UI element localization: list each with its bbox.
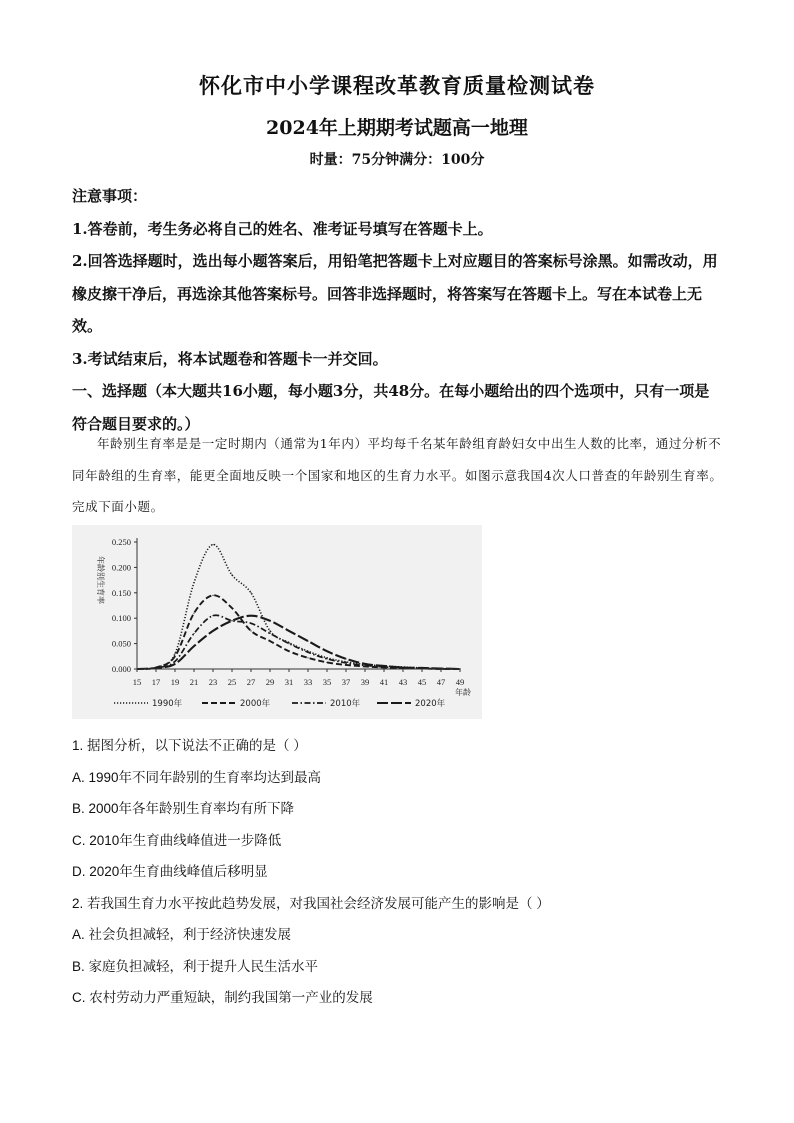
legend-label: 1990年 xyxy=(152,699,183,709)
data-point xyxy=(212,615,213,616)
data-point xyxy=(307,657,308,658)
data-point xyxy=(174,656,175,657)
note-item-1: 1.答卷前，考生务必将自己的姓名、准考证号填写在答题卡上。 xyxy=(72,219,493,238)
y-tick-label: 0.000 xyxy=(111,664,131,674)
x-tick-label: 19 xyxy=(170,677,180,687)
data-point xyxy=(193,633,194,634)
q2-option-c: C. 农村劳动力严重短缺，制约我国第一产业的发展 xyxy=(72,990,373,1005)
x-tick-label: 25 xyxy=(227,677,237,687)
y-tick-label: 0.100 xyxy=(111,613,131,624)
data-point xyxy=(231,607,232,608)
x-tick-label: 27 xyxy=(246,677,256,687)
data-point xyxy=(402,667,403,668)
x-tick-label: 37 xyxy=(341,677,351,687)
data-point xyxy=(307,652,308,653)
data-point xyxy=(212,544,213,545)
notes-section xyxy=(72,180,724,440)
data-point xyxy=(326,651,327,652)
exam-subtitle: 2024年上期期考试题高一地理 xyxy=(266,117,528,139)
data-point xyxy=(193,646,194,647)
data-point xyxy=(212,630,213,631)
x-tick-label: 39 xyxy=(360,677,370,687)
data-point xyxy=(364,663,365,664)
data-point xyxy=(269,630,270,631)
data-point xyxy=(383,665,384,666)
data-point xyxy=(288,630,289,631)
x-tick-label: 35 xyxy=(322,677,332,687)
data-point xyxy=(307,640,308,641)
y-tick-label: 0.150 xyxy=(111,587,131,598)
q2-option-a: A. 社会负担减轻，利于经济快速发展 xyxy=(72,927,292,942)
exam-meta: 时量：75分钟满分：100分 xyxy=(309,152,485,168)
questions-section xyxy=(72,730,724,1014)
legend-label: 2010年 xyxy=(330,699,361,709)
data-point xyxy=(174,653,175,654)
y-tick-label: 0.250 xyxy=(111,537,131,547)
data-point xyxy=(193,582,194,583)
data-point xyxy=(345,664,346,665)
x-axis-label: 年龄 xyxy=(455,688,471,697)
note-item-3: 3.考试结束后，将本试题卷和答题卡一并交回。 xyxy=(72,349,388,368)
x-tick-label: 15 xyxy=(132,677,142,687)
x-tick-label: 41 xyxy=(379,677,389,687)
data-point xyxy=(250,623,251,624)
data-point xyxy=(269,633,270,634)
data-point xyxy=(231,620,232,621)
data-point xyxy=(250,630,251,631)
x-tick-label: 31 xyxy=(284,677,294,687)
data-point xyxy=(269,620,270,621)
note-item-2: 2.回答选择题时，选出每小题答案后，用铅笔把答题卡上对应题目的答案标号涂黑。如需改动，用橡皮擦干净后，再选涂其他答案标号。回答非选择题时，将答案写在答题卡上。写在本试卷上无效。 xyxy=(72,252,718,335)
data-point xyxy=(193,613,194,614)
question-1: 1. 据图分析，以下说法不正确的是（ ） xyxy=(72,738,307,753)
data-point xyxy=(269,640,270,641)
x-tick-label: 43 xyxy=(398,677,408,687)
data-point xyxy=(231,574,232,575)
data-point xyxy=(326,662,327,663)
q2-option-b: B. 家庭负担减轻，利于提升人民生活水平 xyxy=(72,958,319,974)
x-tick-label: 21 xyxy=(189,677,199,687)
q1-option-a: A. 1990年不同年龄别的生育率均达到最高 xyxy=(72,769,322,785)
x-tick-label: 29 xyxy=(265,677,275,687)
exam-title: 怀化市中小学课程改革教育质量检测试卷 xyxy=(199,73,595,98)
y-tick-label: 0.200 xyxy=(111,562,131,573)
y-axis-label: 年龄别生育率 xyxy=(96,556,105,604)
x-tick-label: 49 xyxy=(455,677,465,687)
data-point xyxy=(174,661,175,662)
q1-option-d: D. 2020年生育曲线峰值后移明显 xyxy=(72,864,268,879)
x-tick-label: 17 xyxy=(151,677,161,687)
fertility-chart xyxy=(72,525,482,719)
data-point xyxy=(250,615,251,616)
data-point xyxy=(250,592,251,593)
x-tick-label: 45 xyxy=(417,677,427,687)
data-point xyxy=(345,662,346,663)
y-tick-label: 0.050 xyxy=(111,638,131,649)
x-tick-label: 23 xyxy=(208,677,218,687)
notes-heading: 注意事项： xyxy=(72,187,148,205)
data-point xyxy=(288,651,289,652)
data-point xyxy=(288,643,289,644)
data-point xyxy=(212,595,213,596)
x-tick-label: 47 xyxy=(436,677,446,687)
q1-option-b: B. 2000年各年龄别生育率均有所下降 xyxy=(72,801,295,816)
x-tick-label: 33 xyxy=(303,677,313,687)
legend-label: 2020年 xyxy=(415,699,446,709)
q1-option-c: C. 2010年生育曲线峰值进一步降低 xyxy=(72,832,282,848)
data-point xyxy=(421,667,422,668)
intro-paragraph: 年龄别生育率是是一定时期内（通常为1年内）平均每千名某年龄组育龄妇女中出生人数的比率，通过分析不同年龄组的生育率，能更全面地反映一个国家和地区的生育力水平。如图示意我国4次人口普查的年龄别生育率。完成下面小题。 xyxy=(72,436,723,514)
data-point xyxy=(174,663,175,664)
data-point xyxy=(155,667,156,668)
data-point xyxy=(326,658,327,659)
legend-label: 2000年 xyxy=(240,699,271,709)
chart-background xyxy=(72,525,482,719)
section-heading: 一、选择题（本大题共16小题，每小题3分，共48分。在每小题给出的四个选项中，只有一项是符合题目要求的。） xyxy=(72,382,710,433)
question-2: 2. 若我国生育力水平按此趋势发展，对我国社会经济发展可能产生的影响是（ ） xyxy=(72,895,550,911)
data-point xyxy=(345,658,346,659)
